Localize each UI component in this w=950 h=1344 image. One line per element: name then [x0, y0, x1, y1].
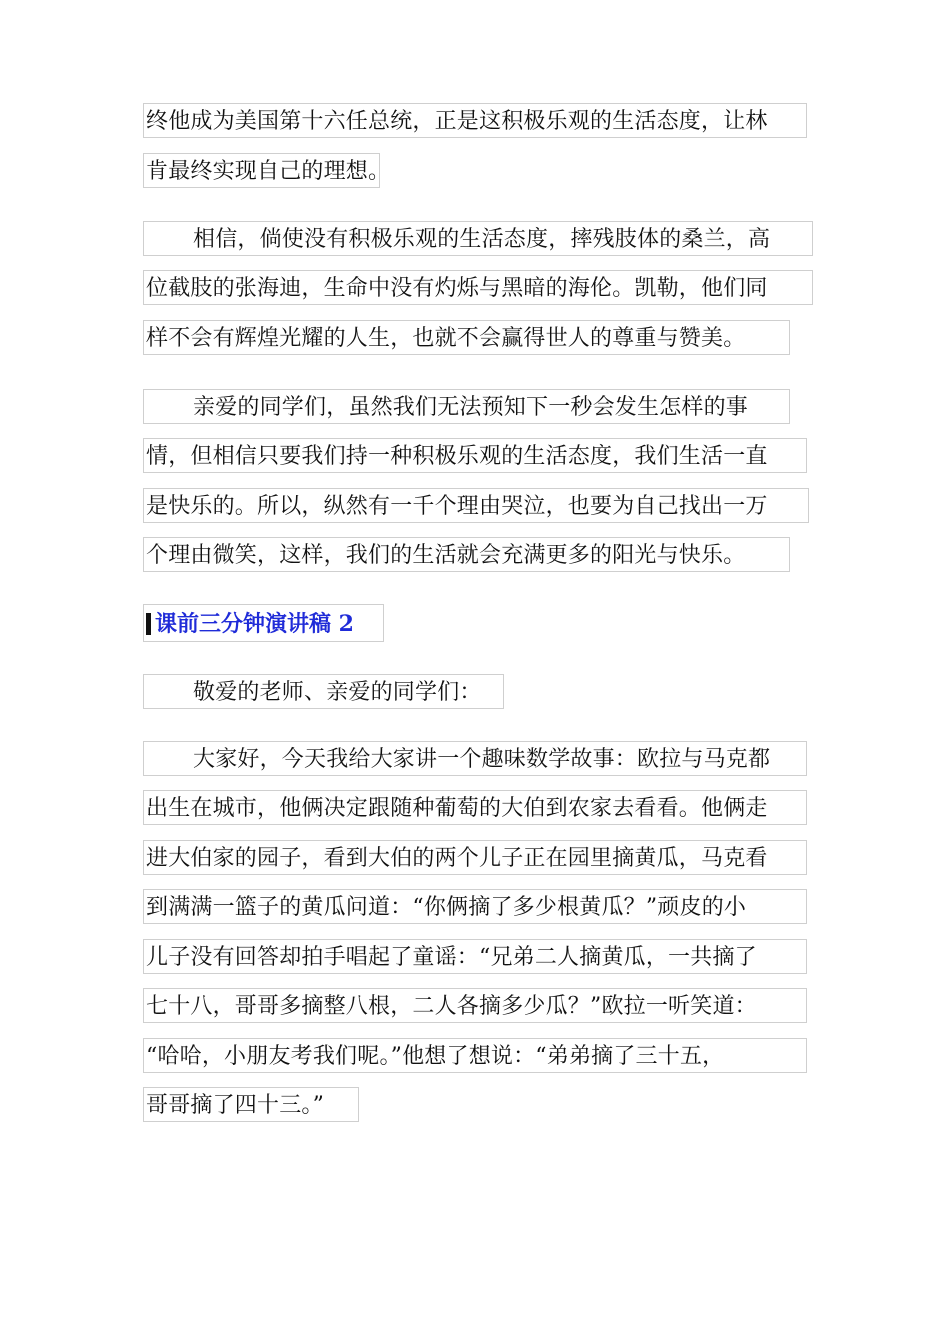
- paragraph-2-line-1: [143, 221, 813, 256]
- paragraph-1-line-1: 终他成为美国第十六任总统，正是这积极乐观的生活态度，让林: [143, 103, 807, 138]
- paragraph-5-line-4: 到满满一篮子的黄瓜问道：“你俩摘了多少根黄瓜？”顽皮的小: [143, 889, 807, 924]
- paragraph-2-line-3: 样不会有辉煌光耀的人生，也就不会赢得世人的尊重与赞美。: [143, 320, 790, 355]
- paragraph-5-line-2: 出生在城市，他俩决定跟随种葡萄的大伯到农家去看看。他俩走: [143, 790, 807, 825]
- paragraph-3-line-1: [143, 389, 790, 424]
- paragraph-2-line-2: 位截肢的张海迪，生命中没有灼烁与黑暗的海伦。凯勒，他们同: [143, 270, 813, 305]
- paragraph-5-line-7: “哈哈，小朋友考我们呢。”他想了想说：“弟弟摘了三十五，: [143, 1038, 807, 1073]
- paragraph-3-line-1-text: 亲爱的同学们，虽然我们无法预知下一秒会发生怎样的事: [193, 395, 749, 420]
- heading-marker-icon: [146, 613, 151, 635]
- paragraph-1-line-2: 肯最终实现自己的理想。: [143, 153, 380, 188]
- section-heading-text: 课前三分钟演讲稿 2: [155, 611, 354, 637]
- paragraph-3-line-4: 个理由微笑，这样，我们的生活就会充满更多的阳光与快乐。: [143, 537, 790, 572]
- section-heading: [143, 604, 384, 642]
- salutation-text: 敬爱的老师、亲爱的同学们：: [193, 680, 482, 705]
- paragraph-3-line-3: 是快乐的。所以，纵然有一千个理由哭泣，也要为自己找出一万: [143, 488, 809, 523]
- salutation-line: [143, 674, 504, 709]
- paragraph-5-line-3: 进大伯家的园子，看到大伯的两个儿子正在园里摘黄瓜，马克看: [143, 840, 807, 875]
- paragraph-5-line-6: 七十八，哥哥多摘整八根，二人各摘多少瓜？”欧拉一听笑道：: [143, 988, 807, 1023]
- paragraph-2-line-1-text: 相信，倘使没有积极乐观的生活态度，摔残肢体的桑兰，高: [193, 227, 771, 252]
- paragraph-5-line-1-text: 大家好，今天我给大家讲一个趣味数学故事：欧拉与马克都: [193, 747, 771, 772]
- paragraph-5-line-1: [143, 741, 807, 776]
- paragraph-5-line-5: 儿子没有回答却拍手唱起了童谣：“兄弟二人摘黄瓜，一共摘了: [143, 939, 807, 974]
- paragraph-3-line-2: 情，但相信只要我们持一种积极乐观的生活态度，我们生活一直: [143, 438, 807, 473]
- paragraph-5-line-8: 哥哥摘了四十三。”: [143, 1087, 359, 1122]
